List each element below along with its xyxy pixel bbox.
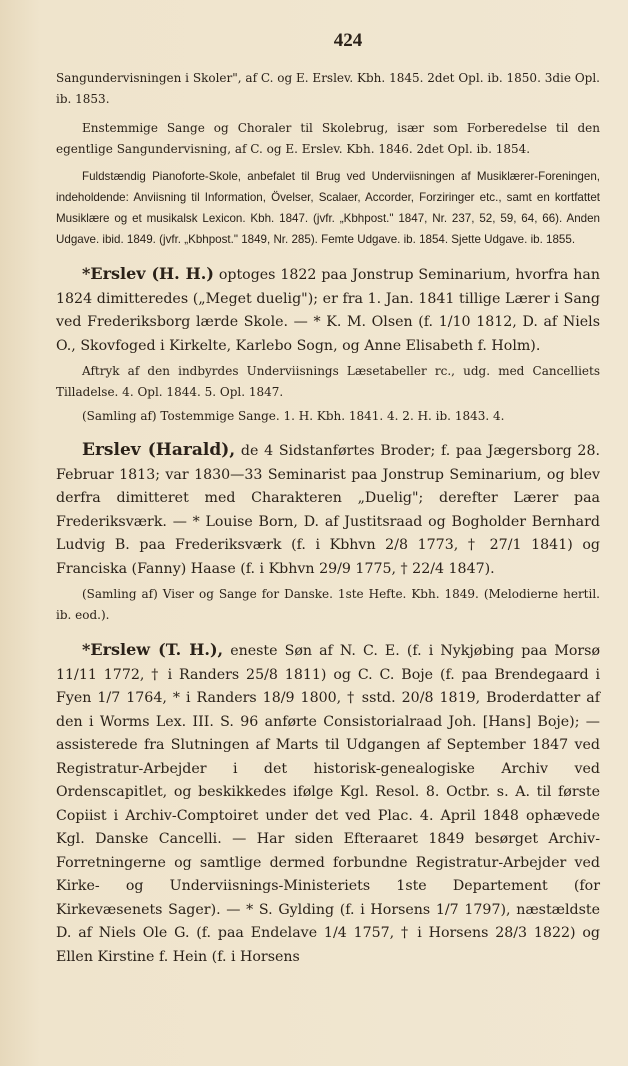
entry-body: optoges 1822 paa Jonstrup Seminarium, hvorfra han 1824 dimitteredes („Meget duelig"); er fra 1. Jan. 1841 tillige Lærer i Sang ved Frederiksborg lærde Skole. — * K. M. Olsen (f. 1/10 1812, D. af Niels O., Skovfoged i Kirkelte, Karlebo Sogn, og Anne Elisabeth f. Holm). [56,267,600,354]
entry-heading: Erslev (Harald), [82,440,236,460]
page-number: 424 [333,30,363,51]
publication-viser: (Samling af) Viser og Sange for Danske. 1ste Hefte. Kbh. 1849. (Melodierne hertil. ib. eod.). [56,587,600,622]
entry-erslev-hh [56,262,600,358]
paragraph-pianoforte-skole: Fuldstændig Pianoforte-Skole, anbefalet til Brug ved Underviisningen af Musiklærer-Foreningen, indeholdende: Anviisning til Information, Övelser, Scalaer, Accorder, Forziringer etc., samt en kortfattet Musiklære og et musikalsk Lexicon. Kbh. 1847. (jvfr. „Kbhpost." 1847, Nr. 237, 52, 59, 64, 66). Anden Udgave. ibid. 1849. (jvfr. „Kbhpost." 1849, Nr. 285). Femte Udgave. ib. 1854. Sjette Udgave. ib. 1855. [56,170,600,246]
entry-heading: *Erslew (T. H.), [82,640,224,659]
paragraph-enstemmige-sange: Enstemmige Sange og Choraler til Skolebrug, især som Forberedelse til den egentlige Sangundervisning, af C. og E. Erslev. Kbh. 1846. 2det Opl. ib. 1854. [56,121,600,156]
publication-tostemmige: (Samling af) Tostemmige Sange. 1. H. Kbh. 1841. 4. 2. H. ib. 1843. 4. [82,409,505,423]
publication-aftryk: Aftryk af den indbyrdes Underviisnings Læsetabeller rc., udg. med Cancelliets Tilladelse. 4. Opl. 1844. 5. Opl. 1847. [56,364,600,399]
entry-body: de 4 Sidstanførtes Broder; f. paa Jægersborg 28. Februar 1813; var 1830—33 Seminarist paa Jonstrup Seminarium, og blev derfra dimitteret med Charakteren „Duelig"; derefter Lærer paa Frederiksværk. — * Louise Born, D. af Justitsraad og Bogholder Bernhard Ludvig B. paa Frederiksværk (f. i Kbhvn 2/8 1773, † 27/1 1841) og Franciska (Fanny) Haase (f. i Kbhvn 29/9 1775, † 22/4 1847). [56,443,600,577]
entry-body: eneste Søn af N. C. E. (f. i Nykjøbing paa Morsø 11/11 1772, † i Randers 25/8 1811) og C. C. Boje (f. paa Brendegaard i Fyen 1/7 1764, * i Randers 18/9 1800, † sstd. 20/8 1819, Broderdatter af den i Worms Lex. III. S. 96 anførte Consistorialraad Joh. [Hans] Boje); — assisterede fra Slutningen af Marts til Udgangen af September 1847 ved Registratur-Arbejder i det historisk-genealogiske Archiv ved Ordenscapitlet, og beskikkedes ifølge Kgl. Resol. 8. Octbr. s. A. til første Copiist i Archiv-Comptoiret under det ved Plac. 4. April 1848 ophævede Kgl. Danske Cancelli. — Har siden Efteraaret 1849 besørget Archiv-Forretningerne og samtlige dermed forbundne Registratur-Arbejder ved Kirke- og Underviisnings-Ministeriets 1ste Departement (for Kirkevæsenets Sager). — * S. Gylding (f. i Horsens 1/7 1797), næstældste D. af Niels Ole G. (f. paa Endelave 1/4 1757, † i Horsens 28/3 1822) og Ellen Kirstine f. Hein (f. i Horsens [56,643,601,965]
paragraph-sangundervisning: Sangundervisningen i Skoler", af C. og E. Erslev. Kbh. 1845. 2det Opl. ib. 1850. 3die Opl. ib. 1853. [56,71,600,106]
entry-erslew-th [56,638,600,969]
entry-erslev-harald [56,439,600,581]
entry-heading: *Erslev (H. H.) [82,264,214,283]
